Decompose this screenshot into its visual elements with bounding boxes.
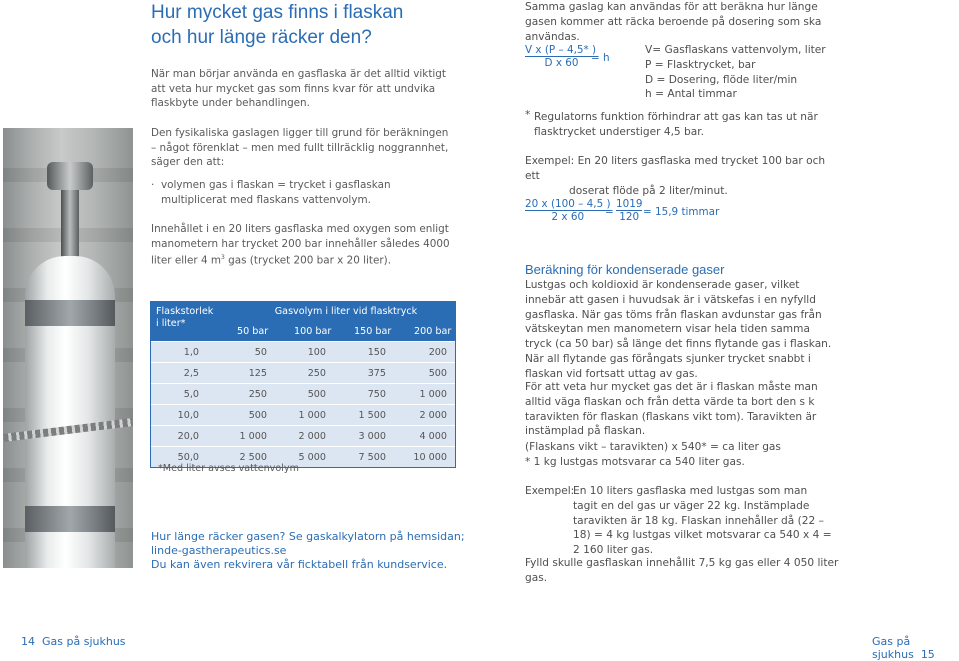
col-header-size: Flaskstorlek i liter*: [156, 306, 214, 329]
cell-volume: 500: [248, 410, 267, 421]
title-line-1: Hur mycket gas finns i flaskan: [151, 2, 404, 23]
cell-volume: 250: [248, 389, 267, 400]
cell-volume: 150: [367, 347, 386, 358]
gas-volume-table: [150, 301, 456, 468]
legend-item: h = Antal timmar: [645, 88, 737, 101]
gas-law-paragraph: Den fysikaliska gaslagen ligger till grund för beräkningen – något förenklat – men med fullt tillräcklig noggrannhet, säger den att:: [151, 127, 449, 169]
cell-volume: 100: [307, 347, 326, 358]
footer-label-left: Gas på sjukhus: [42, 635, 126, 648]
cell-volume: 750: [367, 389, 386, 400]
table-header: [151, 302, 455, 341]
formula-legend: [645, 43, 826, 102]
col-header-group: Gasvolym i liter vid flasktryck: [274, 306, 418, 317]
website-link[interactable]: linde-gastherapeutics.se: [151, 544, 287, 557]
cell-volume: 500: [307, 389, 326, 400]
formula-numerator: V x (P – 4,5* ): [525, 44, 597, 56]
cell-size: 10,0: [177, 410, 199, 421]
legend-item: P = Flasktrycket, bar: [645, 58, 756, 71]
footer-label-right: Gas på sjukhus: [872, 635, 914, 661]
cell-volume: 125: [248, 368, 267, 379]
cell-size: 1,0: [183, 347, 199, 358]
section-paragraph: Lustgas och koldioxid är kondenserade gaser, vilket innebär att gasen i huvudsak är i vätskefas i en nyfylld gasflaska. När gas töms från flaskan avdunstar gas från vätskeytan men manometern visar hela tiden samma tryck (ca 50 bar) så länge det finns flytande gas i flaskan. När all flytande gas förångats sjunker trycket snabbt i flaskan vid fortsatt uttag av gas.: [525, 279, 832, 380]
example-1-text-2: doserat flöde på 2 liter/minut.: [569, 184, 728, 197]
example-2: [525, 484, 835, 558]
cell-volume: 2 000: [419, 410, 447, 421]
conclusion: Fylld skulle gasflaskan innehållit 7,5 kg gas eller 4 050 liter gas.: [525, 557, 839, 584]
tare-paragraph: För att veta hur mycket gas det är i flaskan måste man alltid väga flaskan och från detta värde ta bort den s k taravikten för flaskan (flaskans vikt tom). Taravikten är instämplad på flaskan.: [525, 381, 818, 438]
example-1-text-1: En 20 liters gasflaska med trycket 100 bar och ett: [525, 155, 826, 182]
pressure-header: 150 bar: [354, 326, 392, 337]
cell-size: 5,0: [183, 389, 199, 400]
example-paragraph: [151, 222, 451, 268]
example-2-label: Exempel:: [525, 485, 575, 497]
pressure-header: 50 bar: [237, 326, 269, 337]
example-paragraph-a: Innehållet i en 20 liters gasflaska med oxygen som enligt manometern har trycket 200 bar innehåller således 4000 liter eller 4 m: [151, 223, 450, 267]
cell-volume: 7 500: [358, 452, 386, 463]
cell-volume: 1 500: [358, 410, 386, 421]
cell-volume: 10 000: [413, 452, 447, 463]
footer-right: [872, 635, 959, 661]
cell-volume: 1 000: [298, 410, 326, 421]
bullet-text: volymen gas i flaskan = trycket i gasflaskan multiplicerat med flaskans vattenvolym.: [161, 179, 391, 206]
table-row: [151, 341, 455, 362]
cell-volume: 1 000: [239, 431, 267, 442]
cell-volume: 375: [367, 368, 386, 379]
gas-cylinder-photo: [3, 128, 133, 568]
calc-numerator: 20 x (100 – 4,5 ): [525, 198, 611, 210]
table-row: [151, 362, 455, 383]
regulator-note: [525, 110, 835, 140]
cell-volume: 3 000: [358, 431, 386, 442]
intro-paragraph: När man börjar använda en gasflaska är det alltid viktigt att veta hur mycket gas som finns kvar för att undvika flaskbyte under behandlingen.: [151, 68, 446, 110]
cell-size: 20,0: [177, 431, 199, 442]
example-1-label: Exempel:: [525, 155, 575, 167]
lustgas-formula: [525, 440, 845, 470]
note-star: *: [525, 109, 531, 121]
legend-item: D = Dosering, flöde liter/min: [645, 73, 798, 86]
example-paragraph-b: gas (trycket 200 bar x 20 liter).: [224, 254, 392, 267]
superscript: 3: [221, 254, 225, 262]
cell-size: 2,5: [183, 368, 199, 379]
example-calc: [525, 198, 611, 223]
bullet-item: · volymen gas i flaskan = trycket i gasflaskan multiplicerat med flaskans vattenvolym.: [151, 178, 451, 207]
table-footnote: *Med liter avses vattenvolym: [158, 463, 299, 474]
pressure-header: 200 bar: [414, 326, 452, 337]
lustgas-formula-line: (Flaskans vikt – taravikten) x 540* = ca liter gas: [525, 441, 781, 453]
callout-line-1: Hur länge räcker gasen? Se gaskalkylatorn på hemsidan;: [151, 530, 465, 543]
legend-item: V= Gasflaskans vattenvolym, liter: [645, 44, 826, 56]
cell-size: 50,0: [177, 452, 199, 463]
note-text: Regulatorns funktion förhindrar att gas kan tas ut när flasktrycket understiger 4,5 bar.: [534, 111, 818, 138]
example-2-text: En 10 liters gasflaska med lustgas som man tagit en del gas ur väger 22 kg. Instämplade taravikten är 18 kg. Flaskan innehåller då (22 – 18) = 4 kg lustgas vilket motsvarar ca 540 x 4 = 2 160 liter gas.: [573, 485, 832, 557]
cell-volume: 4 000: [419, 431, 447, 442]
calc-result: = 15,9 timmar: [643, 206, 720, 218]
lustgas-formula-note: * 1 kg lustgas motsvarar ca 540 liter gas.: [525, 455, 745, 468]
calc-mid-denominator: 120: [619, 211, 640, 223]
title-line-2: och hur länge räcker den?: [151, 27, 372, 48]
section-heading: Beräkning för kondenserade gaser: [525, 262, 725, 277]
formula-denominator: D x 60: [544, 57, 579, 69]
calc-denominator: 2 x 60: [551, 211, 585, 223]
calc-equals: =: [605, 206, 614, 218]
cell-volume: 1 000: [419, 389, 447, 400]
page-number-left: 14: [21, 635, 35, 648]
pressure-header: 100 bar: [294, 326, 332, 337]
footer-left: [21, 635, 126, 648]
right-intro: Samma gaslag kan användas för att beräkna hur länge gasen kommer att räcka beroende på dosering som ska användas.: [525, 1, 822, 43]
table-row: [151, 383, 455, 404]
callout-line-3: Du kan även rekvirera vår ficktabell från kundservice.: [151, 558, 448, 571]
formula-equals: = h: [591, 52, 610, 64]
cell-volume: 2 000: [298, 431, 326, 442]
cell-volume: 500: [428, 368, 447, 379]
cell-volume: 5 000: [298, 452, 326, 463]
calculator-callout: [151, 530, 465, 572]
table-row: [151, 404, 455, 425]
cell-volume: 200: [428, 347, 447, 358]
page-number-right: 15: [920, 648, 935, 661]
calc-mid-numerator: 1019: [616, 198, 643, 210]
calc-fraction: [616, 198, 642, 223]
example-1: [525, 154, 835, 198]
page-title: [151, 0, 491, 50]
cell-volume: 250: [307, 368, 326, 379]
duration-formula: [525, 44, 598, 69]
cell-volume: 50: [254, 347, 267, 358]
table-row: [151, 425, 455, 446]
cell-volume: 2 500: [239, 452, 267, 463]
